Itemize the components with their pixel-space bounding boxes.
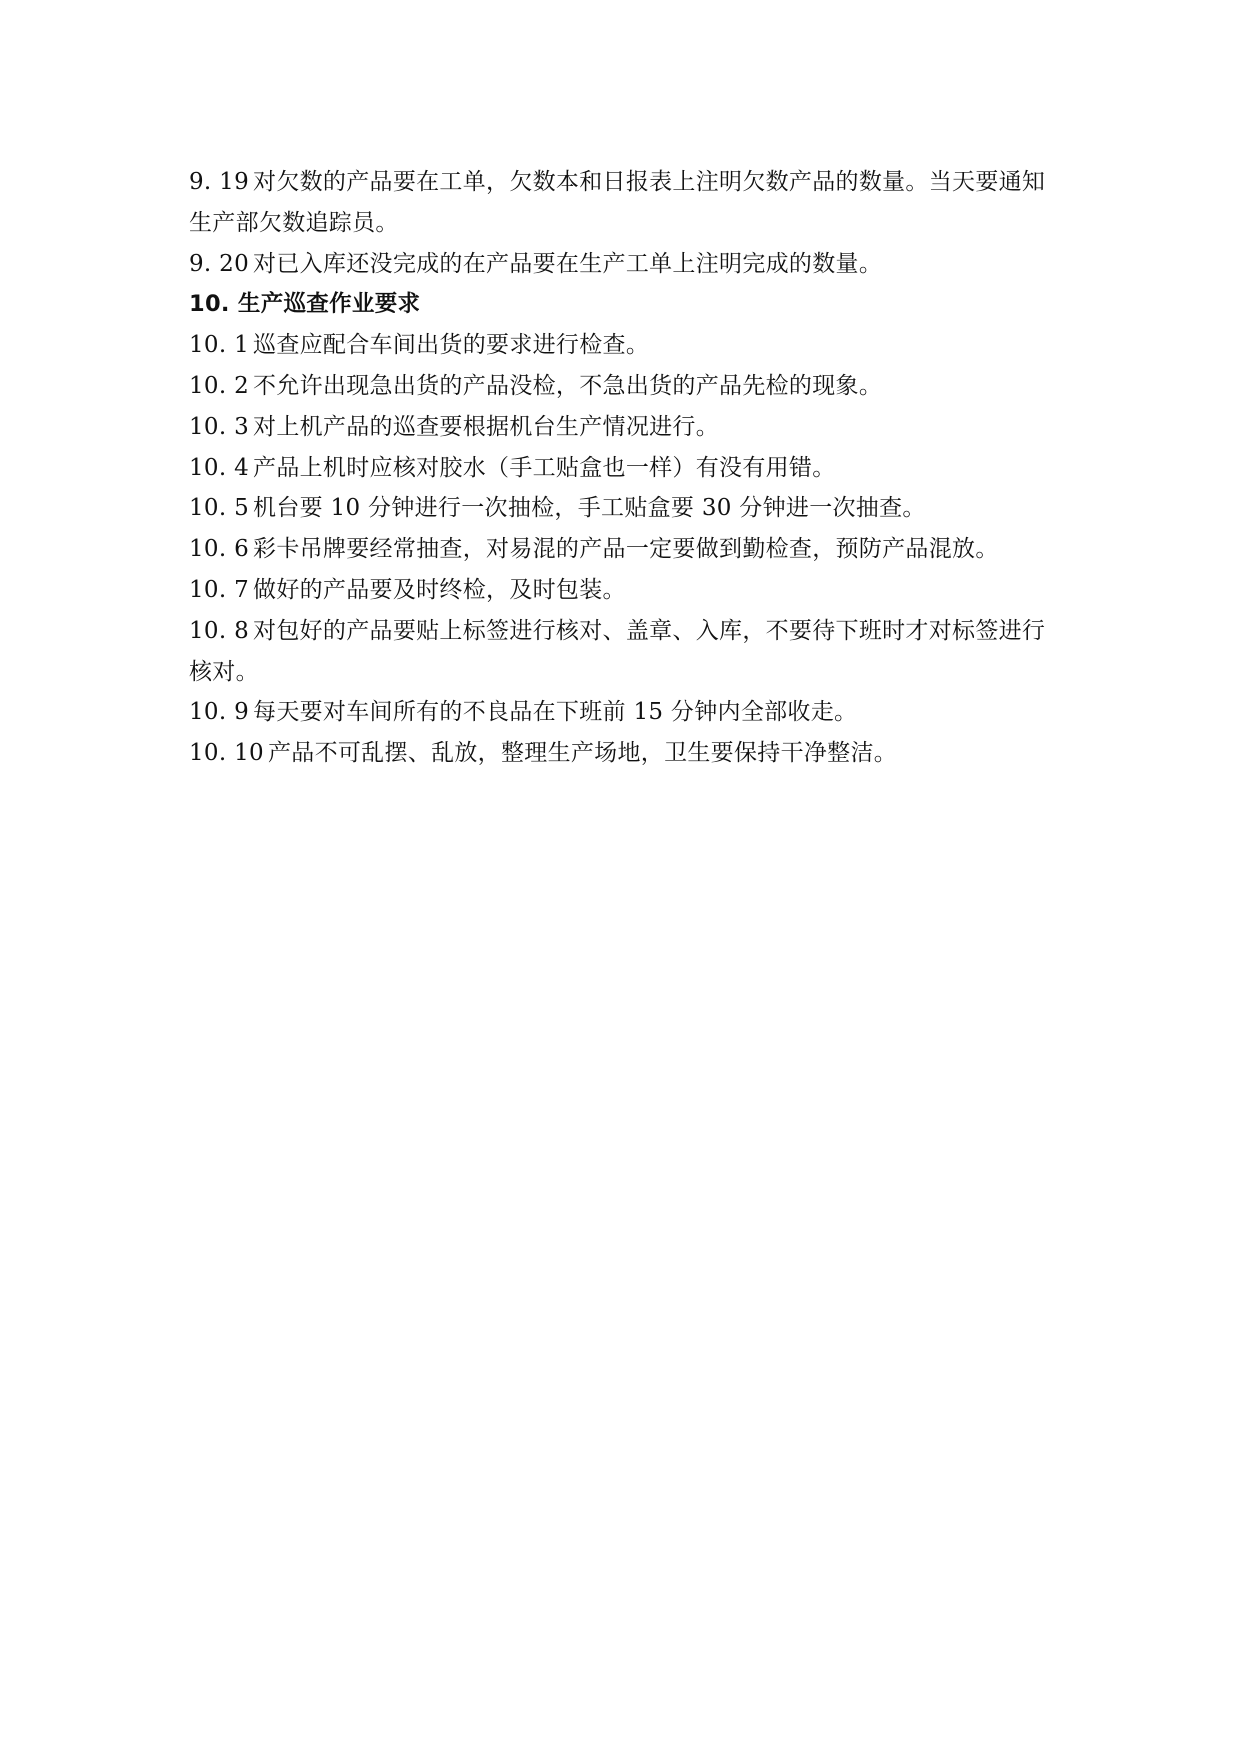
item-number: 10. 9: [189, 699, 250, 726]
paragraph-number: 9. 19: [189, 169, 250, 195]
item-10-8: [189, 611, 1064, 693]
item-10-1: [189, 325, 1064, 366]
item-text: 机台要 10 分钟进行一次抽检，手工贴盒要 30 分钟进一次抽查。: [253, 495, 926, 522]
document-body: [189, 162, 1064, 774]
item-text: 产品不可乱摆、乱放，整理生产场地，卫生要保持干净整洁。: [267, 740, 898, 767]
item-10-7: [189, 570, 1064, 611]
item-number: 10. 7: [189, 576, 250, 603]
item-text: 对包好的产品要贴上标签进行核对、盖章、入库，不要待下班时才对标签进行核对。: [189, 617, 1046, 685]
item-text: 做好的产品要及时终检，及时包装。: [253, 576, 626, 603]
item-text: 对上机产品的巡查要根据机台生产情况进行。: [253, 413, 720, 440]
paragraph-text: 对已入库还没完成的在产品要在生产工单上注明完成的数量。: [253, 250, 883, 277]
item-10-10: [189, 733, 1064, 774]
paragraph-text: 对欠数的产品要在工单，欠数本和日报表上注明欠数产品的数量。当天要通知生产部欠数追踪员。: [189, 169, 1046, 236]
item-10-5: [189, 488, 1064, 529]
item-text: 产品上机时应核对胶水（手工贴盒也一样）有没有用错。: [253, 454, 836, 481]
item-10-2: [189, 366, 1064, 407]
item-text: 每天要对车间所有的不良品在下班前 15 分钟内全部收走。: [253, 699, 858, 726]
item-10-3: [189, 407, 1064, 448]
item-number: 10. 6: [189, 536, 250, 563]
section-heading-10: 10. 生产巡查作业要求: [189, 291, 421, 318]
item-number: 10. 10: [189, 740, 264, 767]
item-text: 不允许出现急出货的产品没检，不急出货的产品先检的现象。: [253, 372, 883, 399]
item-10-6: [189, 529, 1064, 570]
item-number: 10. 1: [189, 332, 250, 359]
paragraph-number: 9. 20: [189, 250, 250, 277]
item-number: 10. 5: [189, 495, 250, 522]
item-number: 10. 4: [189, 454, 250, 481]
paragraph-9-19: [189, 162, 1064, 244]
item-text: 巡查应配合车间出货的要求进行检查。: [253, 332, 650, 359]
paragraph-9-20: [189, 244, 1064, 285]
item-10-4: [189, 448, 1064, 489]
item-number: 10. 8: [189, 617, 250, 644]
item-text: 彩卡吊牌要经常抽查，对易混的产品一定要做到勤检查，预防产品混放。: [253, 536, 999, 563]
item-number: 10. 2: [189, 372, 250, 399]
item-10-9: [189, 692, 1064, 733]
item-number: 10. 3: [189, 413, 250, 440]
